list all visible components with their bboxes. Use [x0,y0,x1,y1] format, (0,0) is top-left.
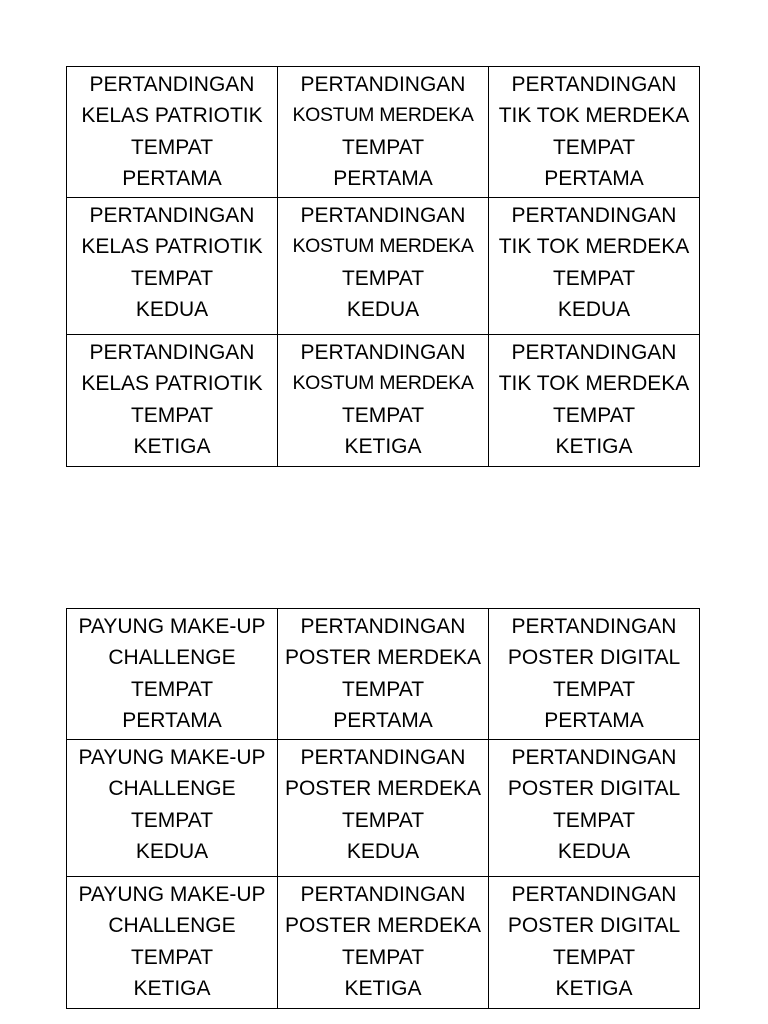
place-rank: PERTAMA [333,708,433,732]
place-rank: KEDUA [557,839,631,863]
label-cell [278,740,489,877]
competition-name: CHALLENGE [108,914,236,938]
label-cell [489,198,700,335]
competition-name: TIK TOK MERDEKA [498,235,690,259]
award-label-table-2 [66,608,700,1009]
competition-name: TIK TOK MERDEKA [498,372,690,396]
place-label: TEMPAT [552,403,636,427]
label-cell [489,335,700,467]
table-row-first-place [67,67,700,198]
competition-title: PERTANDINGAN [89,341,255,364]
competition-name: CHALLENGE [108,646,236,670]
place-rank: KETIGA [555,976,633,1000]
table-row-second-place [67,740,700,877]
place-label: TEMPAT [130,135,214,159]
label-cell [278,198,489,335]
competition-name: KOSTUM MERDEKA [292,104,474,127]
place-rank: PERTAMA [544,166,644,190]
label-cell [67,740,278,877]
competition-title: PERTANDINGAN [89,73,255,96]
place-label: TEMPAT [130,677,214,701]
place-rank: KEDUA [346,297,420,321]
competition-name: POSTER MERDEKA [284,777,482,801]
competition-title: PERTANDINGAN [300,204,466,227]
place-label: TEMPAT [552,677,636,701]
place-label: TEMPAT [130,808,214,832]
competition-title: PERTANDINGAN [300,883,466,906]
place-rank: KEDUA [135,839,209,863]
competition-title: PAYUNG MAKE-UP [78,615,266,638]
label-cell [278,335,489,467]
place-label: TEMPAT [341,677,425,701]
competition-name: TIK TOK MERDEKA [498,104,690,128]
place-label: TEMPAT [130,266,214,290]
competition-name: POSTER MERDEKA [284,914,482,938]
competition-name: KOSTUM MERDEKA [292,372,474,395]
competition-name: POSTER DIGITAL [507,914,681,938]
place-rank: KEDUA [346,839,420,863]
label-cell [278,609,489,740]
competition-name: CHALLENGE [108,777,236,801]
competition-title: PERTANDINGAN [511,204,677,227]
place-label: TEMPAT [552,266,636,290]
place-label: TEMPAT [552,808,636,832]
competition-title: PERTANDINGAN [300,615,466,638]
table-row-first-place [67,609,700,740]
place-label: TEMPAT [130,403,214,427]
competition-title: PERTANDINGAN [511,73,677,96]
competition-title: PERTANDINGAN [511,883,677,906]
place-rank: KETIGA [133,976,211,1000]
competition-title: PERTANDINGAN [511,746,677,769]
place-rank: KETIGA [344,976,422,1000]
competition-name: POSTER DIGITAL [507,646,681,670]
competition-title: PAYUNG MAKE-UP [78,746,266,769]
competition-name: POSTER DIGITAL [507,777,681,801]
label-cell [489,609,700,740]
place-label: TEMPAT [552,945,636,969]
place-label: TEMPAT [341,266,425,290]
competition-name: POSTER MERDEKA [284,646,482,670]
place-rank: KEDUA [135,297,209,321]
label-cell [489,877,700,1009]
label-cell [278,877,489,1009]
competition-title: PERTANDINGAN [511,615,677,638]
competition-title: PERTANDINGAN [300,341,466,364]
label-cell [67,877,278,1009]
label-cell [67,335,278,467]
place-rank: KEDUA [557,297,631,321]
place-label: TEMPAT [341,808,425,832]
place-label: TEMPAT [341,945,425,969]
competition-title: PERTANDINGAN [89,204,255,227]
place-rank: PERTAMA [122,708,222,732]
label-cell [489,740,700,877]
place-label: TEMPAT [341,403,425,427]
competition-title: PERTANDINGAN [300,746,466,769]
place-rank: KETIGA [344,434,422,458]
place-rank: KETIGA [133,434,211,458]
label-cell [489,67,700,198]
label-cell [67,609,278,740]
competition-name: KELAS PATRIOTIK [81,235,263,259]
place-rank: PERTAMA [333,166,433,190]
place-label: TEMPAT [552,135,636,159]
competition-name: KELAS PATRIOTIK [81,104,263,128]
table-row-second-place [67,198,700,335]
competition-title: PAYUNG MAKE-UP [78,883,266,906]
label-cell [67,198,278,335]
table-row-third-place [67,877,700,1009]
label-cell [278,67,489,198]
place-rank: PERTAMA [544,708,644,732]
place-rank: KETIGA [555,434,633,458]
table-row-third-place [67,335,700,467]
award-label-table-1 [66,66,700,467]
place-rank: PERTAMA [122,166,222,190]
competition-name: KOSTUM MERDEKA [292,235,474,258]
competition-name: KELAS PATRIOTIK [81,372,263,396]
place-label: TEMPAT [130,945,214,969]
competition-title: PERTANDINGAN [300,73,466,96]
competition-title: PERTANDINGAN [511,341,677,364]
label-cell [67,67,278,198]
place-label: TEMPAT [341,135,425,159]
